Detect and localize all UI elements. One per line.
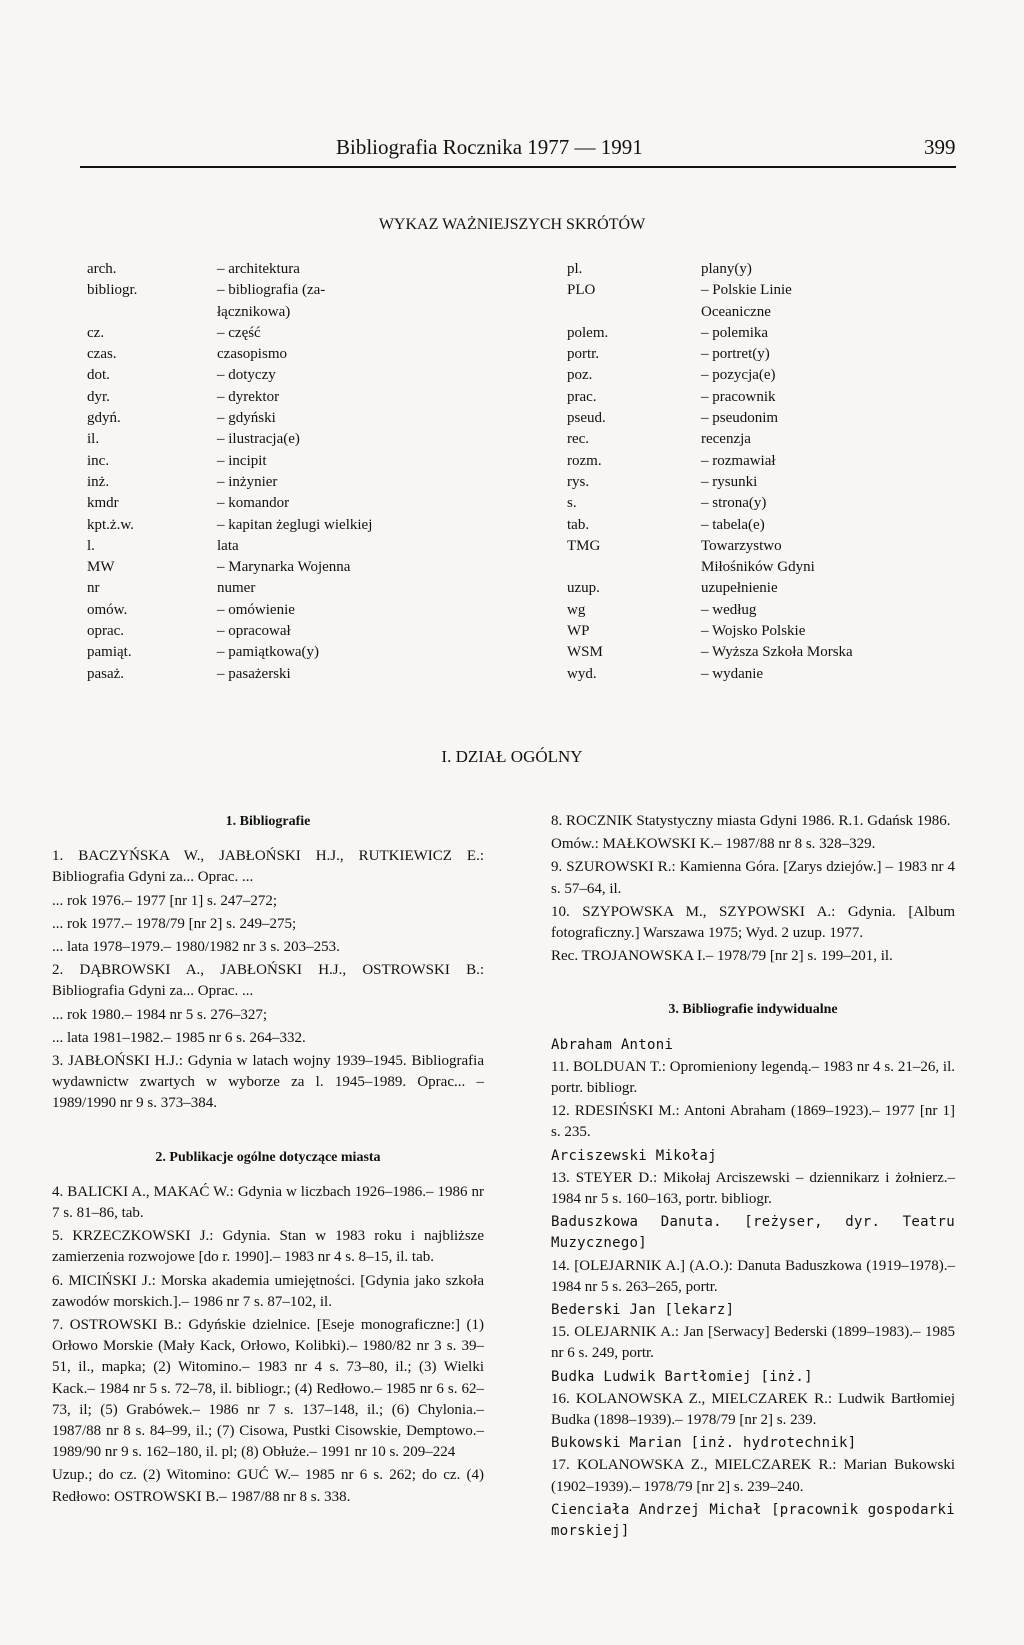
person-heading: Arciszewski Mikołaj: [551, 1147, 717, 1164]
abbreviation-value: – Wojsko Polskie: [701, 623, 806, 640]
bibliography-entry: ... rok 1980.– 1984 nr 5 s. 276–327;: [52, 1006, 267, 1023]
abbreviation-row: [567, 387, 967, 408]
abbreviation-row: [567, 408, 967, 429]
abbreviation-value: – polemika: [701, 324, 769, 341]
abbreviation-row: [567, 365, 967, 386]
left-text-column: [52, 811, 484, 1510]
abbreviation-key: [567, 302, 697, 323]
abbreviation-row: [87, 536, 437, 557]
subsection-heading-publikacje: 2. Publikacje ogólne dotyczące miasta: [155, 1149, 381, 1165]
abbreviation-row: [87, 280, 437, 301]
abbreviation-value: – Polskie Linie: [701, 282, 792, 299]
abbreviation-value: Towarzystwo: [701, 537, 782, 554]
bibliografie-continued-entries: [551, 811, 955, 967]
bibliography-entry: ... rok 1977.– 1978/79 [nr 2] s. 249–275;: [52, 915, 297, 932]
abbreviation-row: [567, 302, 967, 323]
person-heading: Baduszkowa Danuta. [reżyser, dyr. Teatru Muzycznego]: [551, 1214, 955, 1252]
running-header-title: Bibliografia Rocznika 1977 — 1991: [336, 135, 643, 159]
bibliography-entry: Uzup.; do cz. (2) Witomino: GUĆ W.– 1985 nr 6 s. 262; do cz. (4) Redłowo: OSTROWSKI B.– 1987/88 nr 8 s. 338.: [52, 1467, 484, 1505]
abbreviation-key: kpt.ż.w.: [87, 516, 134, 533]
abbreviation-row: [87, 451, 437, 472]
abbreviation-row: [567, 472, 967, 493]
bibliography-entry: 11. BOLDUAN T.: Opromieniony legendą.– 1983 nr 4 s. 21–26, il. portr. bibliogr.: [551, 1058, 955, 1097]
individual-bibliographies: [551, 1035, 955, 1543]
abbreviation-value: czasopismo: [217, 346, 287, 363]
abbreviation-key: rys.: [567, 473, 590, 490]
abbreviation-row: [87, 302, 437, 323]
abbreviations-title: WYKAZ WAŻNIEJSZYCH SKRÓTÓW: [378, 216, 646, 233]
bibliography-entry: Rec. TROJANOWSKA I.– 1978/79 [nr 2] s. 199–201, il.: [551, 948, 893, 965]
abbreviation-value: – pracownik: [701, 388, 776, 405]
abbreviation-value: – tabela(e): [701, 516, 765, 533]
subsection-heading-bibliografie: 1. Bibliografie: [225, 814, 311, 829]
abbreviation-key: PLO: [567, 282, 596, 299]
abbreviation-key: il.: [87, 431, 100, 448]
abbreviation-row: [87, 493, 437, 514]
abbreviation-value: – strona(y): [701, 495, 767, 512]
bibliography-entry: ... rok 1976.– 1977 [nr 1] s. 247–272;: [52, 892, 277, 909]
bibliography-entry: 6. MICIŃSKI J.: Morska akademia umiejętności. [Gdynia jako szkoła zawodów morskich.].– 1986 nr 7 s. 87–102, il.: [52, 1272, 484, 1310]
person-heading: Budka Ludwik Bartłomiej [inż.]: [551, 1368, 813, 1385]
abbreviation-value: – dotyczy: [217, 367, 276, 384]
bibliography-entry: 3. JABŁOŃSKI H.J.: Gdynia w latach wojny 1939–1945. Bibliografia wydawnictw zwartych w wyborze za l. 1945–1989. Oprac... – 1989/1990 nr 9 s. 373–384.: [52, 1053, 484, 1112]
abbreviation-key: portr.: [567, 346, 600, 363]
abbreviation-value: – Wyższa Szkoła Morska: [701, 644, 853, 661]
abbreviation-row: [567, 280, 967, 301]
abbreviation-key: arch.: [87, 261, 117, 277]
abbreviation-row: [87, 259, 437, 280]
right-text-column: [551, 811, 955, 1543]
abbreviation-row: [567, 642, 967, 663]
abbreviation-row: [87, 557, 437, 578]
abbreviation-row: [87, 600, 437, 621]
person-heading: Bederski Jan [lekarz]: [551, 1302, 735, 1319]
abbreviation-key: WSM: [567, 644, 603, 661]
abbreviation-row: [567, 515, 967, 536]
abbreviation-key: uzup.: [567, 580, 600, 597]
abbreviation-key: inż.: [87, 473, 110, 490]
abbreviation-value: Miłośników Gdyni: [701, 559, 815, 576]
bibliografie-entries: [52, 846, 484, 1114]
abbreviation-value: – omówienie: [217, 601, 295, 618]
abbreviation-key: WP: [567, 623, 590, 640]
abbreviation-value: – kapitan żeglugi wielkiej: [217, 516, 373, 533]
abbreviation-key: TMG: [567, 537, 601, 554]
bibliography-entry: ... lata 1978–1979.– 1980/1982 nr 3 s. 203–253.: [52, 939, 340, 956]
abbreviation-key: pamiąt.: [87, 644, 132, 661]
abbreviation-value: – pseudonim: [701, 410, 779, 427]
abbreviation-value: lata: [217, 537, 239, 554]
abbreviation-row: [87, 515, 437, 536]
abbreviation-key: pseud.: [567, 410, 606, 427]
abbreviation-key: rec.: [567, 431, 590, 448]
abbreviation-row: [567, 557, 967, 578]
bibliography-entry: 8. ROCZNIK Statystyczny miasta Gdyni 1986. R.1. Gdańsk 1986.: [551, 813, 951, 829]
abbreviation-value: Oceaniczne: [701, 303, 771, 320]
abbreviation-key: [87, 302, 213, 323]
abbreviation-key: dyr.: [87, 388, 110, 405]
abbreviation-key: wg: [567, 601, 586, 618]
abbreviation-key: omów.: [87, 601, 128, 618]
abbreviation-value: – portret(y): [701, 346, 770, 363]
abbreviation-value: – część: [217, 324, 261, 341]
abbreviation-row: [567, 259, 967, 280]
abbreviation-key: tab.: [567, 516, 590, 533]
abbreviations-left-column: [87, 259, 437, 685]
abbreviation-key: l.: [87, 537, 95, 554]
abbreviation-value: – dyrektor: [217, 388, 280, 405]
bibliography-entry: 13. STEYER D.: Mikołaj Arciszewski – dziennikarz i żołnierz.– 1984 nr 5 s. 160–163, portr. bibliogr.: [551, 1169, 955, 1208]
bibliography-entry: Omów.: MAŁKOWSKI K.– 1987/88 nr 8 s. 328–329.: [551, 836, 876, 853]
abbreviation-key: kmdr: [87, 495, 119, 512]
abbreviation-row: [567, 578, 967, 599]
abbreviation-row: [87, 472, 437, 493]
section-title: I. DZIAŁ OGÓLNY: [441, 747, 583, 766]
abbreviation-value: – bibliografia (za-: [217, 282, 326, 299]
abbreviation-row: [567, 493, 967, 514]
abbreviation-key: nr: [87, 580, 100, 597]
bibliography-entry: 15. OLEJARNIK A.: Jan [Serwacy] Bederski (1899–1983).– 1985 nr 6 s. 249, portr.: [551, 1324, 955, 1362]
page-number: 399: [924, 135, 956, 159]
abbreviation-row: [567, 621, 967, 642]
abbreviation-row: [567, 600, 967, 621]
bibliography-entry: 9. SZUROWSKI R.: Kamienna Góra. [Zarys dziejów.] – 1983 nr 4 s. 57–64, il.: [551, 859, 955, 897]
header-rule: [80, 166, 956, 168]
abbreviation-key: rozm.: [567, 452, 602, 469]
abbreviation-value: uzupełnienie: [701, 580, 778, 597]
abbreviation-value: numer: [217, 580, 256, 597]
abbreviation-value: – według: [701, 601, 757, 618]
abbreviation-key: cz.: [87, 324, 105, 341]
abbreviation-key: MW: [87, 559, 115, 576]
bibliography-entry: 14. [OLEJARNIK A.] (A.O.): Danuta Baduszkowa (1919–1978).– 1984 nr 5 s. 263–265, portr.: [551, 1257, 955, 1295]
abbreviation-key: poz.: [567, 367, 593, 384]
bibliography-entry: ... lata 1981–1982.– 1985 nr 6 s. 264–332.: [52, 1029, 306, 1046]
abbreviation-key: wyd.: [567, 665, 597, 682]
abbreviation-value: – rozmawiał: [701, 452, 776, 469]
person-heading: Bukowski Marian [inż. hydrotechnik]: [551, 1435, 857, 1452]
abbreviation-key: [567, 557, 697, 578]
abbreviation-value: – pamiątkowa(y): [217, 644, 320, 661]
abbreviation-key: prac.: [567, 388, 597, 405]
abbreviation-value: – gdyński: [217, 410, 276, 427]
spacer: [551, 969, 955, 999]
abbreviation-row: [87, 664, 437, 685]
bibliography-entry: 4. BALICKI A., MAKAĆ W.: Gdynia w liczbach 1926–1986.– 1986 nr 7 s. 81–86, tab.: [52, 1183, 484, 1222]
abbreviation-key: s.: [567, 495, 577, 512]
abbreviation-key: dot.: [87, 367, 110, 384]
bibliography-entry: 1. BACZYŃSKA W., JABŁOŃSKI H.J., RUTKIEWICZ E.: Bibliografia Gdyni za... Oprac. ...: [52, 848, 484, 886]
abbreviation-row: [567, 323, 967, 344]
abbreviation-key: pasaż.: [87, 665, 125, 682]
abbreviation-row: [87, 323, 437, 344]
bibliography-entry: 10. SZYPOWSKA M., SZYPOWSKI A.: Gdynia. [Album fotograficzny.] Warszawa 1975; Wyd. 2 uzup. 1977.: [551, 903, 955, 942]
abbreviation-key: gdyń.: [87, 410, 121, 427]
person-heading: Cienciała Andrzej Michał [pracownik gospodarki morskiej]: [551, 1501, 955, 1540]
subsection-heading-indywidualne: 3. Bibliografie indywidualne: [668, 1002, 838, 1018]
spacer: [52, 1117, 484, 1147]
abbreviation-row: [87, 621, 437, 642]
abbreviation-value: plany(y): [701, 261, 752, 277]
abbreviation-row: [87, 429, 437, 450]
abbreviation-value: – Marynarka Wojenna: [217, 559, 351, 576]
abbreviation-value: – architektura: [217, 261, 300, 277]
abbreviation-value: – inżynier: [217, 473, 278, 490]
abbreviation-value: – opracował: [217, 623, 291, 640]
abbreviation-value: – incipit: [217, 452, 267, 469]
bibliography-entry: 16. KOLANOWSKA Z., MIELCZAREK R.: Ludwik Bartłomiej Budka (1898–1939).– 1978/79 [nr 2] s. 239.: [551, 1390, 955, 1429]
person-heading: Abraham Antoni: [551, 1036, 674, 1053]
abbreviation-row: [87, 642, 437, 663]
abbreviation-row: [567, 429, 967, 450]
abbreviation-key: czas.: [87, 346, 117, 363]
abbreviation-value: łącznikowa): [217, 303, 291, 320]
abbreviation-value: – komandor: [217, 495, 290, 512]
abbreviation-value: – pozycja(e): [701, 367, 776, 384]
abbreviation-key: inc.: [87, 452, 110, 469]
abbreviation-value: – rysunki: [701, 473, 758, 490]
abbreviation-key: polem.: [567, 324, 609, 341]
bibliography-entry: 12. RDESIŃSKI M.: Antoni Abraham (1869–1923).– 1977 [nr 1] s. 235.: [551, 1103, 955, 1141]
abbreviation-row: [567, 344, 967, 365]
abbreviation-row: [87, 344, 437, 365]
abbreviation-key: bibliogr.: [87, 282, 138, 299]
abbreviation-row: [567, 536, 967, 557]
abbreviation-row: [87, 578, 437, 599]
abbreviation-row: [567, 451, 967, 472]
bibliography-entry: 2. DĄBROWSKI A., JABŁOŃSKI H.J., OSTROWSKI B.: Bibliografia Gdyni za... Oprac. ...: [52, 962, 484, 1000]
abbreviation-row: [87, 387, 437, 408]
abbreviation-row: [567, 664, 967, 685]
abbreviation-value: – pasażerski: [217, 665, 291, 682]
abbreviation-key: oprac.: [87, 623, 125, 640]
abbreviations-right-column: [567, 259, 967, 685]
abbreviation-value: recenzja: [701, 431, 751, 448]
abbreviation-key: pl.: [567, 261, 583, 277]
abbreviation-row: [87, 365, 437, 386]
abbreviation-value: – ilustracja(e): [217, 431, 300, 448]
abbreviation-row: [87, 408, 437, 429]
publikacje-entries: [52, 1182, 484, 1508]
bibliography-entry: 7. OSTROWSKI B.: Gdyńskie dzielnice. [Eseje monograficzne:] (1) Orłowo Morskie (Mały Kack, Orłowo, Kolibki).– 1980/82 nr 3 s. 39–51, il., mapka; (2) Witomino.– 1983 nr 4 s. 73–80, il.; (3) Wielki Kack.– 1984 nr 5 s. 72–78, il. bibliogr.; (4) Redłowo.– 1985 nr 6 s. 62–73, il; (5) Grabówek.– 1986 nr 7 s. 137–148, il.; (6) Chylonia.– 1987/88 nr 8 s. 84–99, il.; (7) Cisowa, Pustki Cisowskie, Demptowo.– 1989/90 nr 9 s. 162–180, il. pl; (8) Obłuże.– 1991 nr 10 s. 209–224: [52, 1317, 484, 1461]
bibliography-entry: 17. KOLANOWSKA Z., MIELCZAREK R.: Marian Bukowski (1902–1939).– 1978/79 [nr 2] s. 239–240.: [551, 1457, 955, 1495]
abbreviation-value: – wydanie: [701, 665, 764, 682]
bibliography-entry: 5. KRZECZKOWSKI J.: Gdynia. Stan w 1983 roku i najbliższe zamierzenia rozwojowe [do r. 1990].– 1983 nr 4 s. 8–15, il. tab.: [52, 1228, 484, 1266]
